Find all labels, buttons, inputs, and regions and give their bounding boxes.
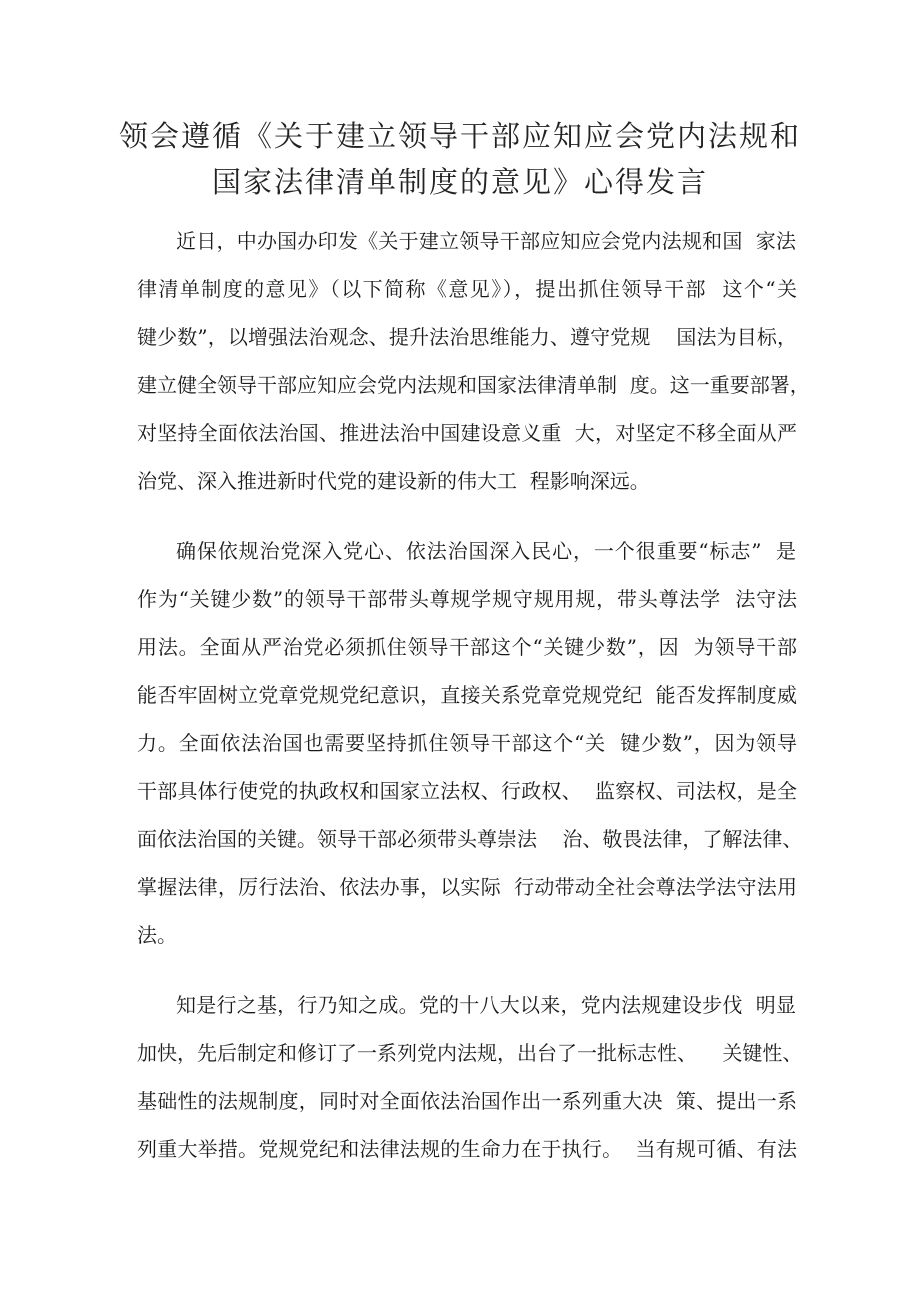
paragraph-1-line-3: 键少数”，以增强法治观念、提升法治思维能力、遵守党规 国法为目标， <box>137 325 797 349</box>
paragraph-1-line-6: 治党、深入推进新时代党的建设新的伟大工 程影响深远。 <box>137 469 650 493</box>
document-title-line-1: 领会遵循《关于建立领导干部应知应会党内法规和 <box>118 119 801 153</box>
paragraph-3-line-4: 列重大举措。党规党纪和法律法规的生命力在于执行。 当有规可循、有法 <box>137 1137 797 1161</box>
paragraph-1-line-1: 近日，中办国办印发《关于建立领导干部应知应会党内法规和国 家法 <box>176 229 796 253</box>
paragraph-1-line-5: 对坚持全面依法治国、推进法治中国建设意义重 大，对坚定不移全面从严 <box>137 421 797 445</box>
paragraph-3-line-2: 加快，先后制定和修订了一系列党内法规，出台了一批标志性、 关键性、 <box>137 1041 803 1065</box>
paragraph-2-line-3: 用法。全面从严治党必须抓住领导干部这个“关键少数”，因 为领导干部 <box>137 635 797 659</box>
paragraph-1-line-2: 律清单制度的意见》（以下简称《意见》），提出抓住领导干部 这个“关 <box>137 277 797 301</box>
document-title-line-2: 国家法律清单制度的意见》心得发言 <box>211 165 708 199</box>
paragraph-2-line-5: 力。全面依法治国也需要坚持抓住领导干部这个“关 键少数”，因为领导 <box>137 731 797 755</box>
paragraph-2-line-6: 干部具体行使党的执政权和国家立法权、行政权、 监察权、司法权，是全 <box>137 779 797 803</box>
paragraph-3-line-3: 基础性的法规制度，同时对全面依法治国作出一系列重大决 策、提出一系 <box>137 1089 797 1113</box>
paragraph-3-line-1: 知是行之基，行乃知之成。党的十八大以来，党内法规建设步伐 明显 <box>176 993 796 1017</box>
paragraph-2-line-1: 确保依规治党深入党心、依法治国深入民心，一个很重要“标志” 是 <box>176 539 796 563</box>
paragraph-2-line-8: 掌握法律，厉行法治、依法办事，以实际 行动带动全社会尊法学法守法用 <box>137 875 797 899</box>
paragraph-2-line-7: 面依法治国的关键。领导干部必须带头尊崇法 治、敬畏法律，了解法律、 <box>137 827 803 851</box>
paragraph-2-line-9: 法。 <box>137 923 177 947</box>
paragraph-2-line-2: 作为“关键少数”的领导干部带头尊规学规守规用规，带头尊法学 法守法 <box>137 587 797 611</box>
paragraph-2-line-4: 能否牢固树立党章党规党纪意识，直接关系党章党规党纪 能否发挥制度威 <box>137 683 797 707</box>
paragraph-1-line-4: 建立健全领导干部应知应会党内法规和国家法律清单制 度。这一重要部署， <box>137 373 810 397</box>
